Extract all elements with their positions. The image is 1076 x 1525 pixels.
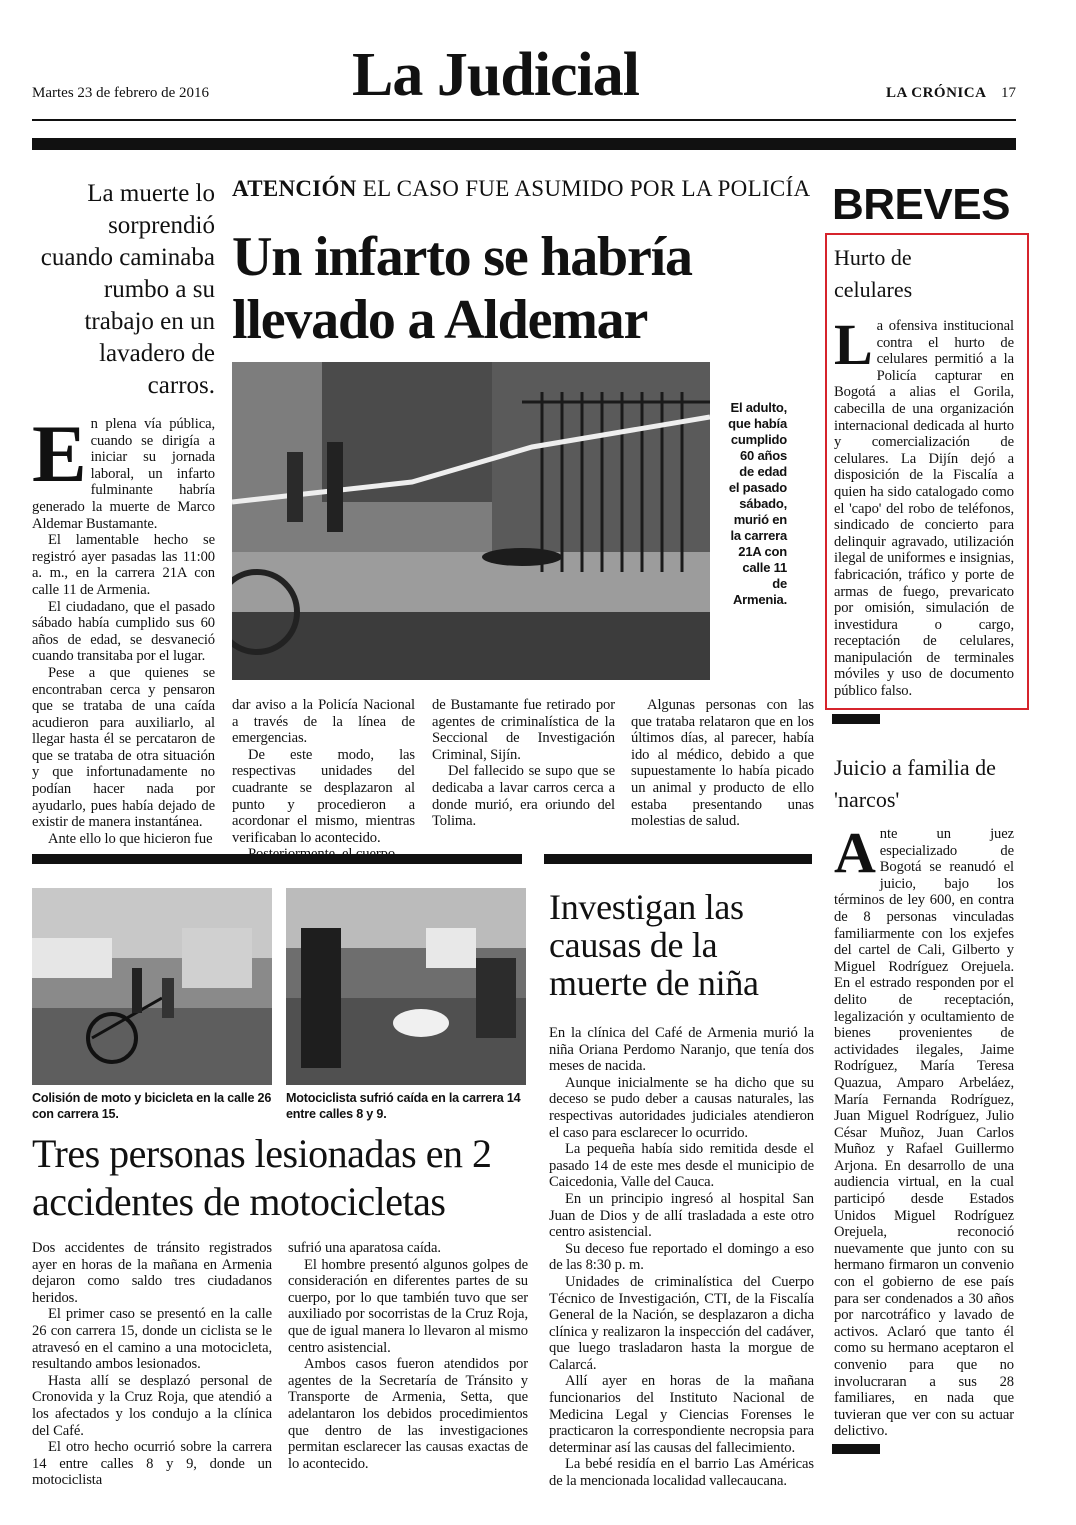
paragraph: n plena vía pública, cuando se dirigía a iniciar su jornada laboral, un infarto fulminante habría generado la muerte de Marco Aldemar Bustamante. (32, 416, 215, 532)
main-story-col3 (432, 697, 615, 830)
breve-2-text (834, 820, 1014, 1440)
main-headline: Un infarto se habría llevado a Aldemar (232, 226, 692, 351)
drop-cap-e: E (32, 408, 87, 499)
main-photo (232, 362, 710, 680)
paragraph: El otro hecho ocurrió sobre la carrera 14 entre calles 8 y 9, donde un motociclista (32, 1439, 272, 1489)
paragraph: En la clínica del Café de Armenia murió la niña Oriana Perdomo Naranjo, que tenía dos meses de nacida. (549, 1025, 814, 1075)
paragraph: Unidades de criminalística del Cuerpo Técnico de Investigación, CTI, de la Fiscalía General de la Nación, se desplazaron a dicha clínica y realizaron la inspección del cadáver, que luego trasladaron hasta la morgue de Calarcá. (549, 1273, 814, 1373)
girl-story-top-rule (544, 854, 812, 864)
paragraph: Ante ello lo que hicieron fue (48, 830, 213, 847)
paragraph: Aunque inicialmente se ha dicho que su deceso se pudo deber a causas naturales, las respectivas autoridades judiciales atendieron el caso para esclarecer lo ocurrido. (549, 1074, 814, 1141)
paragraph: La bebé residía en el barrio Las Américas de la mencionada localidad vallecaucana. (549, 1456, 814, 1490)
accidents-top-rule (32, 854, 522, 864)
paragraph: Ambos casos fueron atendidos por agentes de la Secretaría de Tránsito y Transporte de Armenia, Setta, que adelantaron los debidos procedimientos que dentro de las investigaciones permitan esclarecer las causas exactas de lo acontecido. (288, 1356, 528, 1472)
paragraph: de Bustamante fue retirado por agentes de criminalística de la Seccional de Investigación Criminal, Sijín. (432, 697, 615, 763)
accidents-col1 (32, 1240, 272, 1489)
main-photo-caption: El adulto, que había cumplido 60 años de edad el pasado sábado, murió en la carrera 21A con calle 11 de Armenia. (728, 400, 787, 607)
drop-cap-l: L (834, 312, 873, 377)
paragraph: El lamentable hecho se registró ayer pasadas las 11:00 a. m., en la carrera 21A con calle 11 de Armenia. (32, 532, 215, 598)
paragraph: a ofensiva institucional contra el hurto de celulares permitió a la Policía capturar en Bogotá a alias el Gorila, cabecilla de una organización internacional dedicada al hurto y comercialización de celulares. La Dijín dejó a disposición de la Fiscalía a quien ha sido catalogado como el 'capo' del robo de teléfonos, sindicado de concierto para delinquir agravado, utilización ilegal de uniformes e insignias, fabricación, tráfico y porte de armas de fuego, prevaricato por omisión, simulación de investidura o cargo, receptación de celulares, manipulación de terminales móviles y uso de documento público falso. (834, 318, 1014, 700)
kicker-text: EL CASO FUE ASUMIDO POR LA POLICÍA (362, 176, 811, 201)
accidents-col2 (288, 1240, 528, 1472)
paragraph: La pequeña había sido remitida desde el pasado 14 de este mes desde el municipio de Caicedonia, Valle del Cauca. (549, 1141, 814, 1191)
accident-photo-2 (286, 888, 526, 1085)
paragraph: Pese a que quienes se encontraban cerca y pensaron que se trataba de una caída acudieron para auxiliarlo, al llegar hasta él se percataron de que se trataba de otra situación y que infortunadamente no podían hacer nada por ayudarlo, pues había dejado de existir de manera instantánea. (32, 664, 215, 831)
paragraph: El primer caso se presentó en la calle 26 con carrera 15, donde un ciclista se le atravesó en el camino a una motocicleta, resultando ambos lesionados. (32, 1306, 272, 1373)
page-number: 17 (1001, 85, 1016, 101)
paragraph: El ciudadano, que el pasado sábado había cumplido sus 60 años de edad, se desvaneció cuando transitaba por el lugar. (32, 598, 215, 665)
paragraph: nte un juez especializado de Bogotá se reanudó el juicio, bajo los términos de ley 600, en contra de 8 personas vinculadas familiarmente con los exjefes del cartel de Cali, Gilberto y Miguel Rodríguez Orejuela. En el estrado responden por el delito de receptación, legalización y ocultamiento de bienes provenientes de actividades ilegales, Jaime Rodríguez, María Teresa Quazua, Amparo Arbeláez, María Fernanda Rodríguez, Juan Miguel Rodríguez, Julio César Muñoz, Juan Carlos Muñoz y Rafael Guillermo Arjona. En desarrollo de una audiencia virtual, en la cual participó desde Estados Unidos Miguel Rodríguez Orejuela, reconoció nuevamente que junto con su hermano firmaron un convenio con el gobierno de ese país para ser condenados a 30 años por narcotráfico y lavado de activos. Aclaró que tanto él como su hermano aceptaron el convenio para que no involucraran a sus 28 familiares, en nada que tuvieran que ver con su actuar delictivo. (834, 826, 1014, 1440)
page-date: Martes 23 de febrero de 2016 (32, 85, 210, 101)
paragraph: dar aviso a la Policía Nacional a través de la línea de emergencias. (232, 697, 415, 747)
paragraph: En un principio ingresó al hospital San Juan de Dios y de allí trasladada a este otro centro asistencial. (549, 1190, 814, 1241)
accident-photo-2-caption: Motociclista sufrió caída en la carrera 14 entre calles 8 y 9. (286, 1091, 521, 1121)
paragraph: Del fallecido se supo que se dedicaba a lavar carros cerca a donde murió, era oriundo del Tolima. (432, 763, 615, 830)
main-story-col4 (631, 697, 814, 830)
accident-photo-1-caption: Colisión de moto y bicicleta en la calle 26 con carrera 15. (32, 1091, 272, 1121)
paragraph: sufrió una aparatosa caída. (288, 1240, 441, 1256)
breve-1-headline: Hurto de celulares (834, 245, 913, 302)
paragraph: El hombre presentó algunos golpes de consideración en diferentes partes de su cuerpo, por lo que también tuvo que ser auxiliado por socorristas de la Cruz Roja, que de igual manera lo llevaron al mismo centro asistencial. (288, 1256, 528, 1356)
girl-story-body (549, 1025, 814, 1490)
crime-scene-photo (232, 362, 710, 680)
paragraph: Su deceso fue reportado el domingo a eso de las 8:30 p. m. (549, 1240, 814, 1274)
paragraph: De este modo, las respectivas unidades del cuadrante se desplazaron al punto y procedieron a acordonar el mismo, mientras verificaban lo acontecido. (232, 746, 415, 846)
breves-title: BREVES (832, 180, 1010, 229)
drop-cap-a: A (834, 820, 876, 885)
section-title: La Judicial (352, 41, 640, 109)
main-story-col1 (32, 408, 215, 847)
paragraph: Allí ayer en horas de la mañana funcionarios del Instituto Nacional de Medicina Legal y Ciencias Forenses le practicaron la correspondiente necropsia para determinar así las causas del fallecimiento. (549, 1373, 814, 1456)
breve-2-headline: Juicio a familia de 'narcos' (834, 755, 996, 812)
accidents-headline: Tres personas lesionadas en 2 accidentes de motocicletas (32, 1131, 492, 1224)
masthead-thick-rule (32, 138, 1016, 150)
paragraph: Hasta allí se desplazó personal de Cronovida y la Cruz Roja, que atendió a los afectados y los condujo a la clínica del Café. (32, 1372, 272, 1439)
newspaper-name: LA CRÓNICA (886, 85, 987, 101)
breves-divider-2 (832, 1444, 880, 1454)
girl-story-headline: Investigan las causas de la muerte de niña (549, 887, 759, 1003)
pullquote: La muerte lo sorprendió cuando caminaba rumbo a su trabajo en un lavadero de carros. (40, 180, 215, 399)
masthead-thin-rule (32, 119, 1016, 121)
moto-bicycle-collision-photo (32, 888, 272, 1085)
kicker-bold: ATENCIÓN (232, 176, 357, 201)
paragraph: Algunas personas con las que trataba relataron que en los últimos días, al parecer, había ido al médico, debido a que supuestamente lo había picado un animal y producto de ello estaba presentando unas molestias de salud. (631, 697, 814, 830)
paragraph: Dos accidentes de tránsito registrados ayer en horas de la mañana en Armenia dejaron como saldo tres ciudadanos heridos. (32, 1240, 272, 1306)
breve-1-text (834, 312, 1014, 700)
main-story-col2 (232, 697, 415, 863)
motorcyclist-fall-photo (286, 888, 526, 1085)
kicker (232, 176, 810, 202)
accident-photo-1 (32, 888, 272, 1085)
breves-divider-1 (832, 714, 880, 724)
